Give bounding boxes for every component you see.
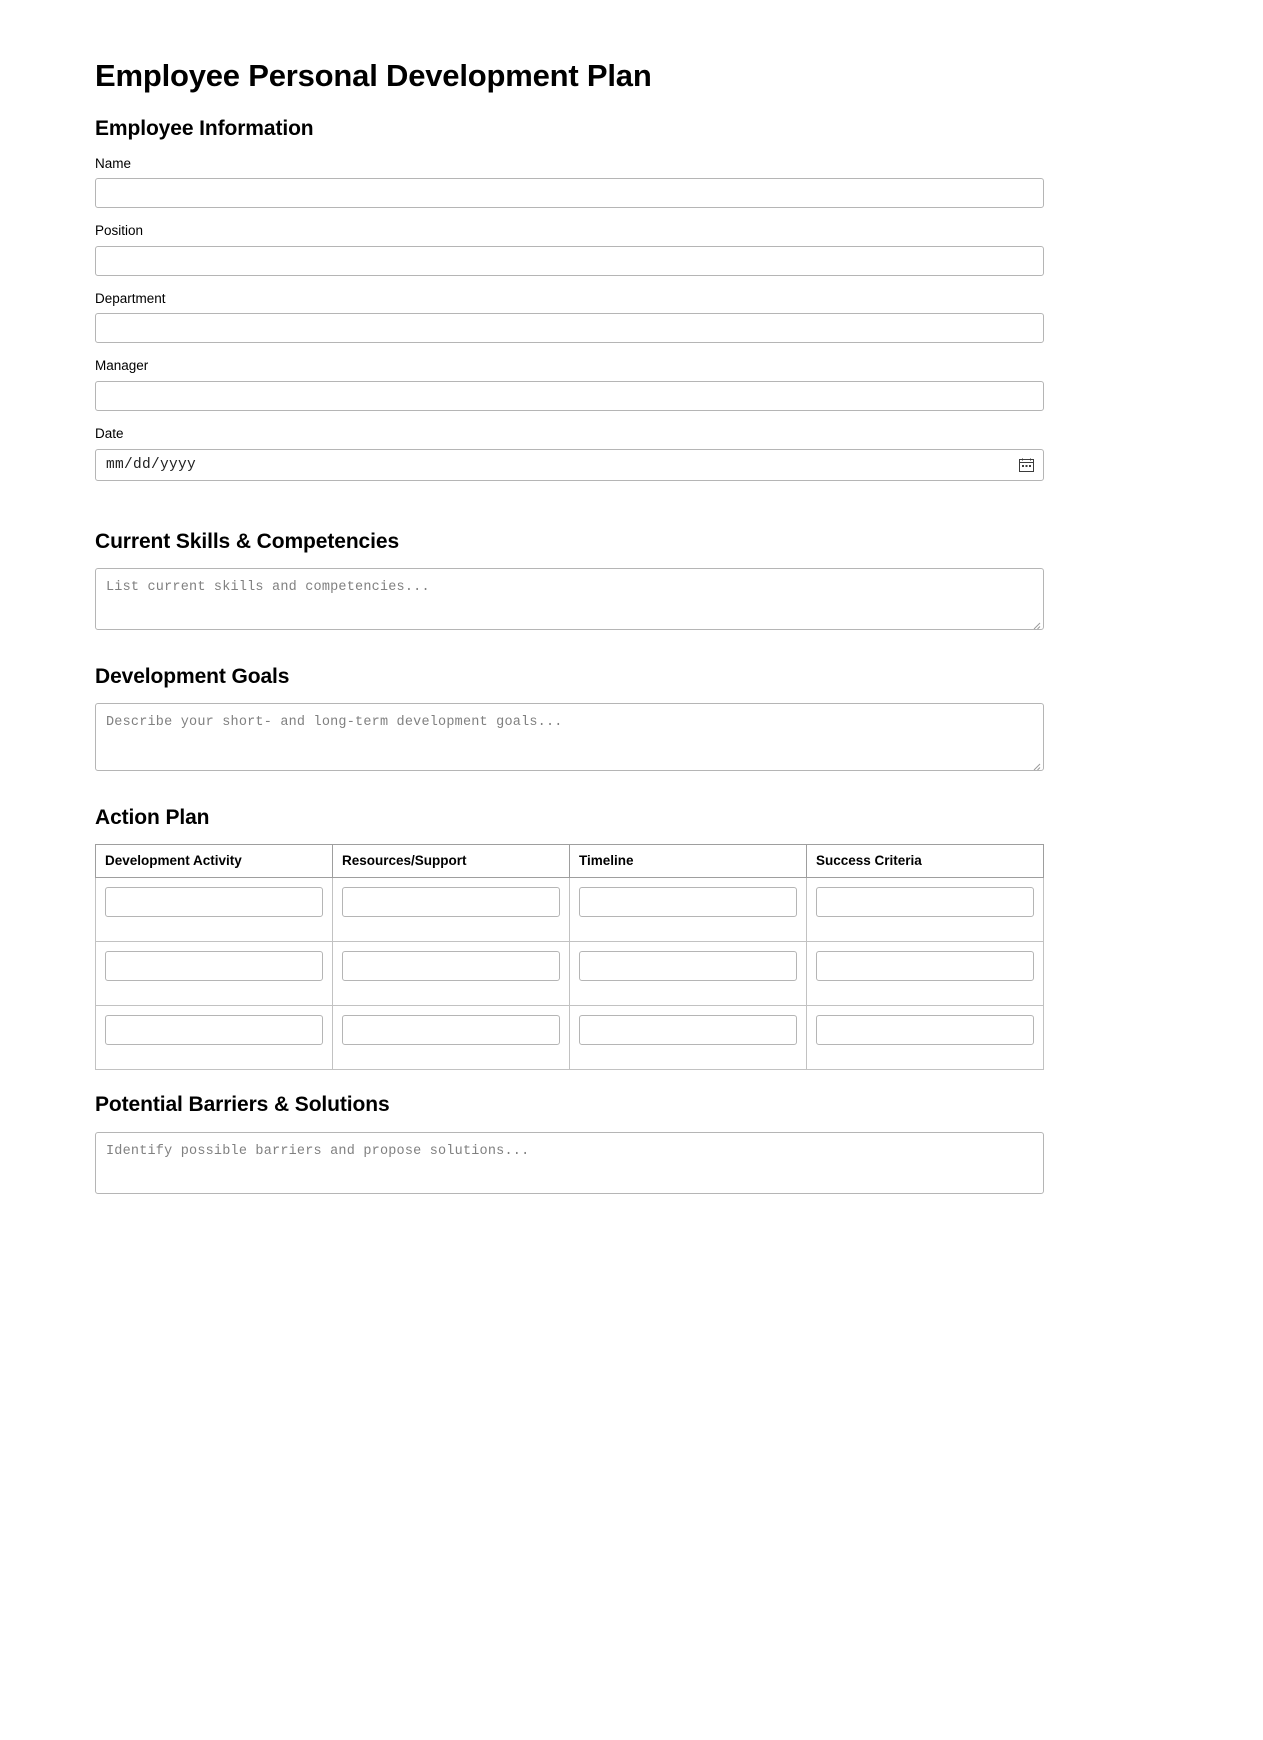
- table-header-row: [96, 845, 1044, 878]
- potential-barriers-textarea[interactable]: [95, 1132, 1044, 1194]
- spacer: [95, 630, 1044, 664]
- current-skills-textarea[interactable]: [95, 568, 1044, 630]
- date-input[interactable]: [95, 449, 1044, 481]
- cell-resources-support: [333, 1006, 570, 1070]
- column-header-timeline: Timeline: [570, 845, 807, 878]
- date-placeholder-text: mm/dd/yyyy: [106, 456, 197, 473]
- criteria-input-row-1[interactable]: [816, 887, 1034, 917]
- timeline-input-row-1[interactable]: [579, 887, 797, 917]
- resize-grip-icon[interactable]: [1031, 758, 1041, 768]
- section-heading-current-skills: Current Skills & Competencies: [95, 529, 400, 553]
- field-label-department: Department: [95, 290, 166, 306]
- field-label-date: Date: [95, 426, 124, 442]
- cell-success-criteria: [807, 878, 1044, 942]
- activity-input-row-1[interactable]: [105, 887, 323, 917]
- table-row: [96, 942, 1044, 1006]
- criteria-input-row-2[interactable]: [816, 951, 1034, 981]
- column-header-resources-support: Resources/Support: [333, 845, 570, 878]
- field-label-name: Name: [95, 155, 132, 171]
- development-goals-placeholder: Describe your short- and long-term development goals...: [106, 714, 563, 730]
- cell-timeline: [570, 942, 807, 1006]
- date-input-wrapper: [95, 449, 1044, 481]
- criteria-input-row-3[interactable]: [816, 1015, 1034, 1045]
- field-label-manager: Manager: [95, 358, 149, 374]
- field-department: [95, 290, 1044, 344]
- table-row: [96, 878, 1044, 942]
- page-title: Employee Personal Development Plan: [95, 58, 652, 93]
- field-label-position: Position: [95, 223, 144, 239]
- cell-timeline: [570, 878, 807, 942]
- activity-input-row-2[interactable]: [105, 951, 323, 981]
- spacer: [95, 1070, 1044, 1092]
- section-heading-employee-information: Employee Information: [95, 116, 314, 140]
- field-name: [95, 155, 1044, 209]
- development-goals-textarea[interactable]: [95, 703, 1044, 771]
- timeline-input-row-3[interactable]: [579, 1015, 797, 1045]
- cell-timeline: [570, 1006, 807, 1070]
- position-input[interactable]: [95, 246, 1044, 276]
- table-row: [96, 1006, 1044, 1070]
- potential-barriers-placeholder: Identify possible barriers and propose solutions...: [106, 1143, 530, 1159]
- field-position: [95, 222, 1044, 276]
- cell-development-activity: [96, 878, 333, 942]
- section-heading-potential-barriers: Potential Barriers & Solutions: [95, 1093, 390, 1117]
- department-input[interactable]: [95, 313, 1044, 343]
- action-plan-table-body: [96, 878, 1044, 1070]
- name-input[interactable]: [95, 178, 1044, 208]
- resources-input-row-2[interactable]: [342, 951, 560, 981]
- resize-grip-icon[interactable]: [1031, 617, 1041, 627]
- current-skills-placeholder: List current skills and competencies...: [106, 579, 430, 595]
- manager-input[interactable]: [95, 381, 1044, 411]
- resources-input-row-3[interactable]: [342, 1015, 560, 1045]
- timeline-input-row-2[interactable]: [579, 951, 797, 981]
- field-manager: [95, 357, 1044, 411]
- cell-resources-support: [333, 942, 570, 1006]
- action-plan-table-head: [96, 845, 1044, 878]
- cell-success-criteria: [807, 1006, 1044, 1070]
- activity-input-row-3[interactable]: [105, 1015, 323, 1045]
- field-date: [95, 425, 1044, 481]
- cell-resources-support: [333, 878, 570, 942]
- spacer: [95, 495, 1044, 529]
- action-plan-table: [95, 844, 1044, 1070]
- cell-development-activity: [96, 942, 333, 1006]
- cell-development-activity: [96, 1006, 333, 1070]
- column-header-development-activity: Development Activity: [96, 845, 333, 878]
- resources-input-row-1[interactable]: [342, 887, 560, 917]
- column-header-success-criteria: Success Criteria: [807, 845, 1044, 878]
- cell-success-criteria: [807, 942, 1044, 1006]
- section-heading-action-plan: Action Plan: [95, 805, 210, 829]
- section-heading-development-goals: Development Goals: [95, 664, 290, 688]
- spacer: [95, 771, 1044, 805]
